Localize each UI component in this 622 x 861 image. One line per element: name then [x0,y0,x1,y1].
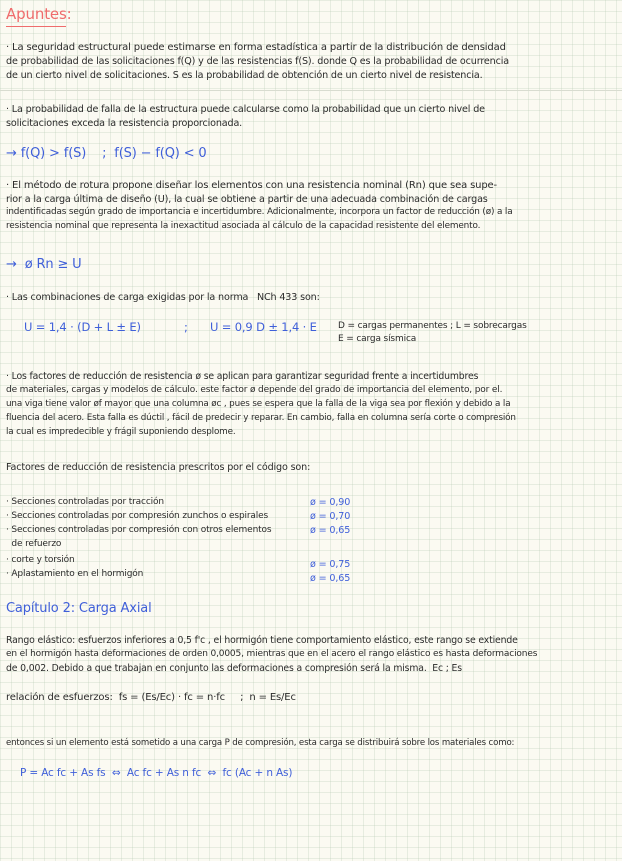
legend-line-2: E = carga sísmica [338,334,417,344]
factor-label: · Secciones controladas por compresión zunchos o espirales [6,511,269,521]
p5-line-2: de materiales, cargas y modelos de cálculo. este factor ø depende del grado de importancia del elemento, por el. [6,385,503,395]
factor-value: ø = 0,65 [310,573,351,584]
factor-value: ø = 0,75 [310,559,351,570]
p3-line-2: rior a la carga última de diseño (U), la cual se obtiene a partir de una adecuada combinación de cargas [6,194,488,205]
load-combination-1: U = 1,4 · (D + L ± E) [24,320,141,334]
legend-line-1: D = cargas permanentes ; L = sobrecargas [338,321,527,331]
factor-label: · Secciones controladas por compresión con otros elementos [6,525,272,535]
p5-line-5: la cual es impredecible y frágil suponiendo desplome. [6,427,236,437]
load-combination-2: U = 0,9 D ± 1,4 · E [210,320,317,334]
title-underline [6,26,66,27]
factor-value: ø = 0,70 [310,511,351,522]
p7-line-3: de 0,002. Debido a que trabajan en conjunto las deformaciones a compresión será la misma. Ec ; Es [6,663,462,674]
p7-line-1: Rango elástico: esfuerzos inferiores a 0,5 f'c , el hormigón tiene comportamiento elástico, este rango se extiende [6,635,518,646]
page-title: Apuntes: [6,5,72,23]
factor-label: de refuerzo [6,539,62,549]
divider [0,90,622,91]
p1-line-2: de probabilidad de las solicitaciones f(Q) y de las resistencias f(S). donde Q es la probabilidad de ocurrencia [6,56,509,67]
factor-label: · corte y torsión [6,555,75,565]
p1-line-3: de un cierto nivel de solicitaciones. S es la probabilidad de obtención de un cierto nivel de resistencia. [6,70,483,81]
chapter-title: Capítulo 2: Carga Axial [6,601,152,616]
p3-line-1: · El método de rotura propone diseñar los elementos con una resistencia nominal (Rn) que sea supe- [6,180,497,191]
p5-line-3: una viga tiene valor øf mayor que una columna øc , pues se espera que la falla de la viga sea por flexión y debido a la [6,399,511,409]
p6-text: Factores de reducción de resistencia prescritos por el código son: [6,462,311,473]
factor-value: ø = 0,90 [310,497,351,508]
p3-line-3: indentificadas según grado de importancia e incertidumbre. Adicionalmente, incorpora un factor de reducción (ø) a la [6,207,513,217]
p1-line-1: · La seguridad estructural puede estimarse en forma estadística a partir de la distribución de densidad [6,42,506,53]
p2-line-2: solicitaciones exceda la resistencia proporcionada. [6,118,243,129]
p2-line-1: · La probabilidad de falla de la estructura puede calcularse como la probabilidad que un cierto nivel de [6,104,485,115]
p5-line-1: · Los factores de reducción de resistencia ø se aplican para garantizar seguridad frente a incertidumbres [6,371,479,382]
axial-load-equation: P = Ac fc + As fs ⇔ Ac fc + As n fc ⇔ fc (Ac + n As) [20,767,293,779]
equation-design: → ø Rn ≥ U [6,257,82,272]
factor-label: · Aplastamiento en el hormigón [6,569,144,579]
p8-text: entonces si un elemento está sometido a una carga P de compresión, esta carga se distribuirá sobre los materiales como: [6,738,515,748]
p3-line-4: resistencia nominal que representa la inexactitud asociada al cálculo de la capacidad resistente del elemento. [6,221,481,231]
p5-line-4: fluencia del acero. Esta falla es dúctil , fácil de predecir y reparar. En cambio, falla en columna sería corte o compresión [6,413,516,423]
factor-value: ø = 0,65 [310,525,351,536]
p7-line-2: en el hormigón hasta deformaciones de orden 0,0005, mientras que en el acero el rango elástico es hasta deformaciones [6,649,538,659]
combination-separator: ; [184,320,188,334]
equation-failure: → f(Q) > f(S) ; f(S) − f(Q) < 0 [6,146,207,161]
stress-relation: relación de esfuerzos: fs = (Es/Ec) · fc = n·fc ; n = Es/Ec [6,692,296,703]
factor-label: · Secciones controladas por tracción [6,497,164,507]
p4-text: · Las combinaciones de carga exigidas por la norma NCh 433 son: [6,292,320,303]
